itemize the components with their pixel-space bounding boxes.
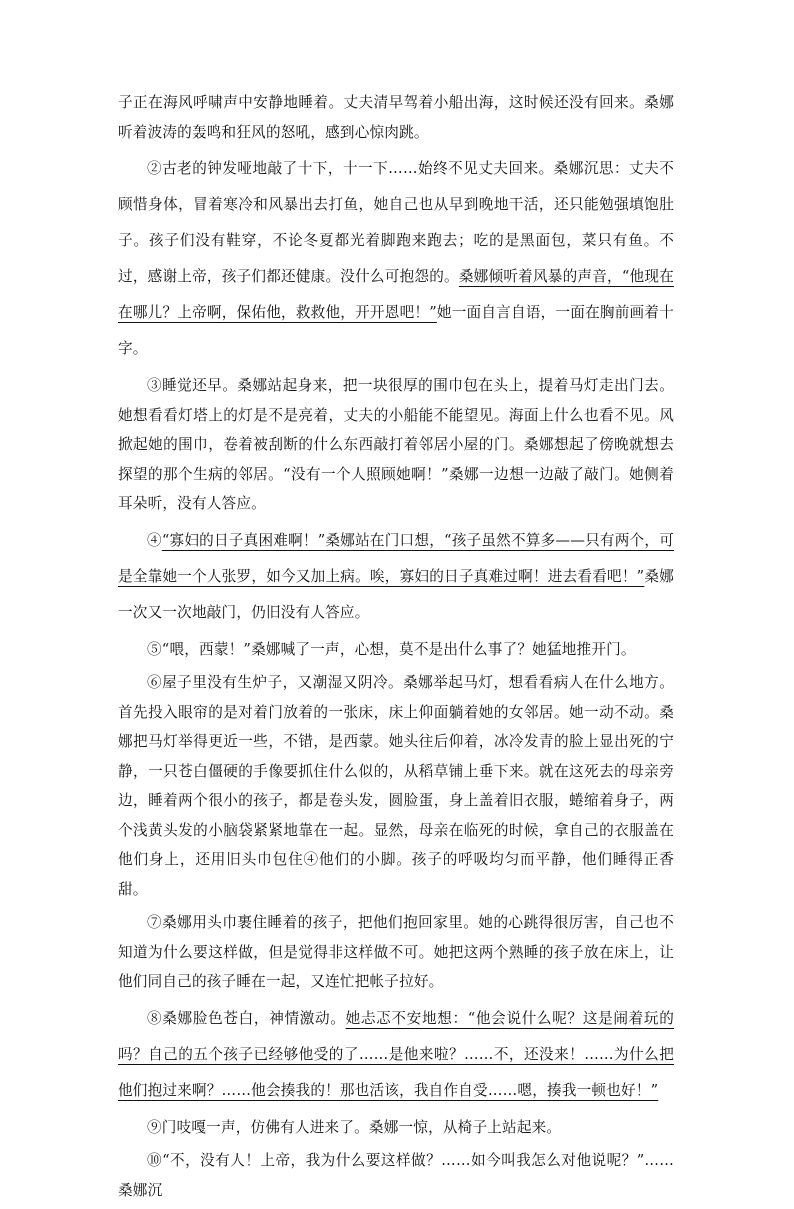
paragraph-7 — [118, 908, 674, 997]
underlined-text-segment: “寡妇的日子真困难啊！”桑娜站在门口想，“孩子虽然不算多——只有两个，可是全靠她一个人张罗，如今又加上病。唉，寡妇的日子真难过啊！进去看看吧！” — [118, 531, 674, 585]
text-segment: ⑩“不，没有人！上帝，我为什么要这样做？……如今叫我怎么对他说呢？”……桑娜沉 — [118, 1152, 674, 1199]
paragraph-2 — [118, 151, 674, 367]
paragraph-6 — [118, 668, 674, 904]
paragraph-8 — [118, 1001, 674, 1109]
text-segment: ⑨门吱嘎一声，仿佛有人进来了。桑娜一惊，从椅子上站起来。 — [147, 1118, 562, 1136]
text-segment: ③睡觉还早。桑娜站起身来，把一块很厚的围巾包在头上，提着马灯走出门去。她想看看灯塔上的灯是不是亮着，丈夫的小船能不能望见。海面上什么也看不见。风掀起她的围巾，卷着被刮断的什么东西敲打着邻居小屋的门。桑娜想起了傍晚就想去探望的那个生病的邻居。“没有一个人照顾她啊！”桑娜一边想一边敲了敲门。她侧着耳朵听，没有人答应。 — [118, 377, 674, 512]
text-segment: 子正在海风呼啸声中安静地睡着。丈夫清早驾着小船出海，这时候还没有回来。桑娜听着波涛的轰鸣和狂风的怒吼，感到心惊肉跳。 — [118, 94, 674, 141]
text-segment: ②古老的钟发哑地敲了十下，十一下……始终不见丈夫回来。桑娜沉思：丈夫不顾惜身体，冒着寒冷和风暴出去打鱼，她自己也从早到晚地干活，还只能勉强填饱肚子。孩子们没有鞋穿，不论冬夏都光着脚跑来跑去；吃的是黑面包，菜只有鱼。不过，感谢上帝，孩子们都还健康。没什么可抱怨的。 — [118, 160, 674, 285]
paragraph-9 — [118, 1113, 674, 1143]
paragraph-4 — [118, 523, 674, 631]
text-segment: ⑤“喂，西蒙！”桑娜喊了一声，心想，莫不是出什么事了？她猛地推开门。 — [147, 640, 636, 658]
text-segment: ⑧桑娜脸色苍白，神情激动。 — [147, 1009, 346, 1027]
document-page — [118, 88, 674, 1209]
underlined-text-segment: 桑娜倾听着风暴的声音，“他现在在哪儿？上帝啊，保佑他，救救他，开开恩吧！” — [118, 268, 674, 321]
paragraph-10 — [118, 1146, 674, 1205]
paragraph-3 — [118, 371, 674, 519]
text-segment: 她一面自言自语，一面在胸前画着十字。 — [118, 304, 674, 357]
paragraph-5 — [118, 635, 674, 665]
text-segment: ⑦桑娜用头巾裹住睡着的孩子，把他们抱回家里。她的心跳得很厉害，自己也不知道为什么要这样做，但是觉得非这样做不可。她把这两个熟睡的孩子放在床上，让他们同自己的孩子睡在一起，又连忙把帐子拉好。 — [118, 914, 674, 990]
paragraph-1-continued — [118, 88, 674, 147]
text-segment: ④ — [147, 531, 162, 549]
underlined-text-segment: 她忐忑不安地想：“他会说什么呢？这是闹着玩的吗？自己的五个孩子已经够他受的了……是他来啦？……不，还没来！……为什么把他们抱过来啊？……他会揍我的！那也活该，我自作自受……嗯，揍我一顿也好！” — [118, 1009, 674, 1099]
text-segment: 桑娜一次又一次地敲门，仍旧没有人答应。 — [118, 567, 674, 621]
text-segment: ⑥屋子里没有生炉子，又潮湿又阴冷。桑娜举起马灯，想看看病人在什么地方。首先投入眼帘的是对着门放着的一张床，床上仰面躺着她的女邻居。她一动不动。桑娜把马灯举得更近一些，不错，是西蒙。她头往后仰着，冰冷发青的脸上显出死的宁静，一只苍白僵硬的手像要抓住什么似的，从稻草铺上垂下来。就在这死去的母亲旁边，睡着两个很小的孩子，都是卷头发，圆脸蛋，身上盖着旧衣服，蜷缩着身子，两个浅黄头发的小脑袋紧紧地靠在一起。显然，母亲在临死的时候，拿自己的衣服盖在他们身上，还用旧头巾包住④他们的小脚。孩子的呼吸均匀而平静，他们睡得正香甜。 — [118, 674, 674, 898]
